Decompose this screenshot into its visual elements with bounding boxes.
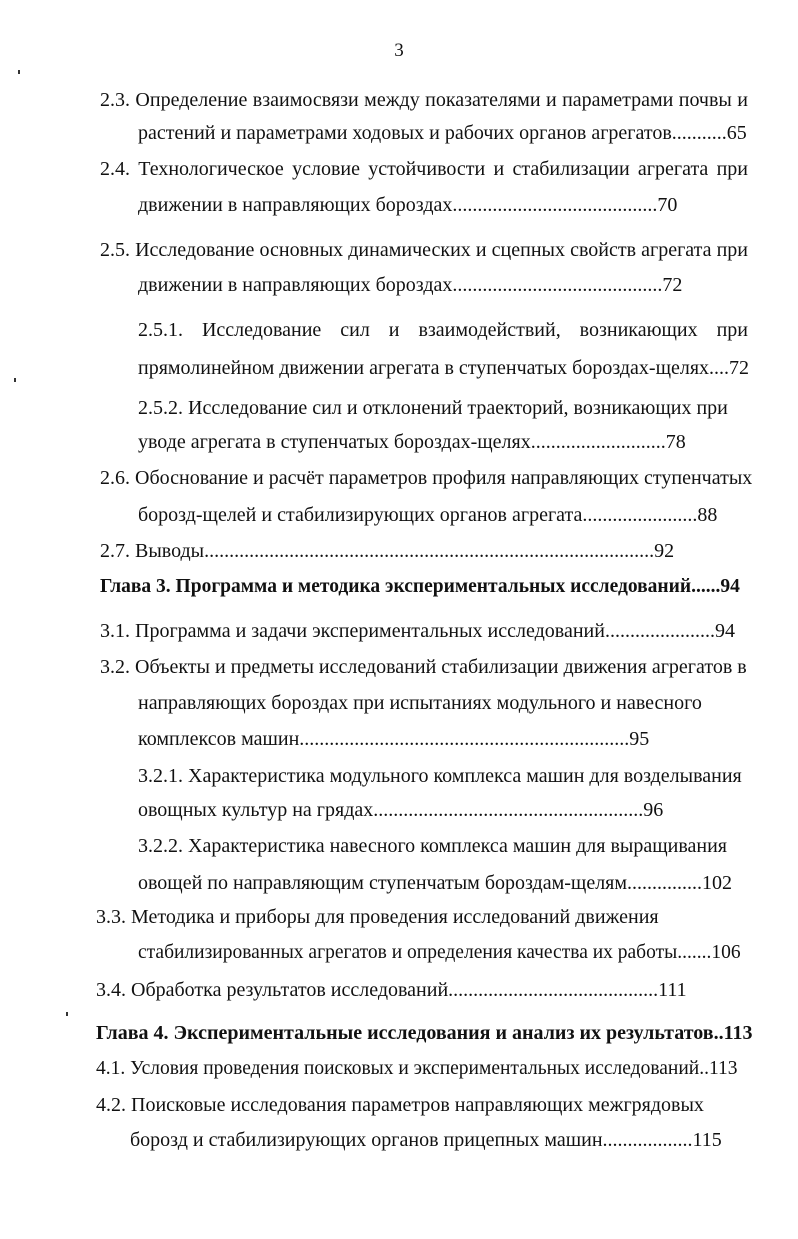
toc-line: 2.4. Технологическое условие устойчивости и стабилизации агрегата при [100,158,748,180]
toc-line: направляющих бороздах при испытаниях модульного и навесного [138,692,702,714]
chapter-heading: Глава 3. Программа и методика экспериментальных исследований......94 [100,576,740,597]
scan-speck [18,70,20,74]
toc-line: комплексов машин..................................................................95 [138,728,650,750]
toc-line: овощей по направляющим ступенчатым бороздам-щелям...............102 [138,872,733,894]
toc-line: движении в направляющих бороздах..........................................72 [138,274,683,296]
toc-line: 4.2. Поисковые исследования параметров направляющих межгрядовых [96,1094,704,1116]
toc-line: уводе агрегата в ступенчатых бороздах-щелях...........................78 [138,431,686,453]
toc-line: 2.5.1. Исследование сил и взаимодействий, возникающих при [138,319,748,341]
toc-line: 3.4. Обработка результатов исследований..........................................111 [96,979,687,1001]
toc-line: стабилизированных агрегатов и определения качества их работы.......106 [138,942,741,963]
toc-line: прямолинейном движении агрегата в ступенчатых бороздах-щелях....72 [138,357,750,379]
toc-line: 4.1. Условия проведения поисковых и экспериментальных исследований..113 [96,1058,738,1079]
toc-line: 2.6. Обоснование и расчёт параметров профиля направляющих ступенчатых [100,467,753,489]
toc-line: 2.5.2. Исследование сил и отклонений траекторий, возникающих при [138,397,728,419]
toc-line: движении в направляющих бороздах.........................................70 [138,194,678,216]
toc-line: 2.5. Исследование основных динамических и сцепных свойств агрегата при [100,239,748,261]
toc-line: борозд-щелей и стабилизирующих органов агрегата.......................88 [138,504,718,526]
toc-line: 2.7. Выводы..........................................................................................92 [100,540,675,562]
toc-line: 3.3. Методика и приборы для проведения исследований движения [96,906,659,928]
scan-speck [66,1012,68,1016]
toc-line: 2.3. Определение взаимосвязи между показателями и параметрами почвы и [100,89,748,111]
scan-speck [14,378,16,382]
toc-line: овощных культур на грядах......................................................96 [138,799,664,821]
toc-line: 3.2.1. Характеристика модульного комплекса машин для возделывания [138,765,742,787]
toc-line: 3.2.2. Характеристика навесного комплекса машин для выращивания [138,835,727,857]
toc-line: растений и параметрами ходовых и рабочих органов агрегатов...........65 [138,122,747,144]
chapter-heading: Глава 4. Экспериментальные исследования и анализ их результатов..113 [96,1022,753,1044]
toc-line: 3.1. Программа и задачи экспериментальных исследований......................94 [100,620,735,642]
toc-line: борозд и стабилизирующих органов прицепных машин..................115 [130,1129,722,1151]
toc-line: 3.2. Объекты и предметы исследований стабилизации движения агрегатов в [100,656,747,678]
page-number: 3 [394,40,404,61]
